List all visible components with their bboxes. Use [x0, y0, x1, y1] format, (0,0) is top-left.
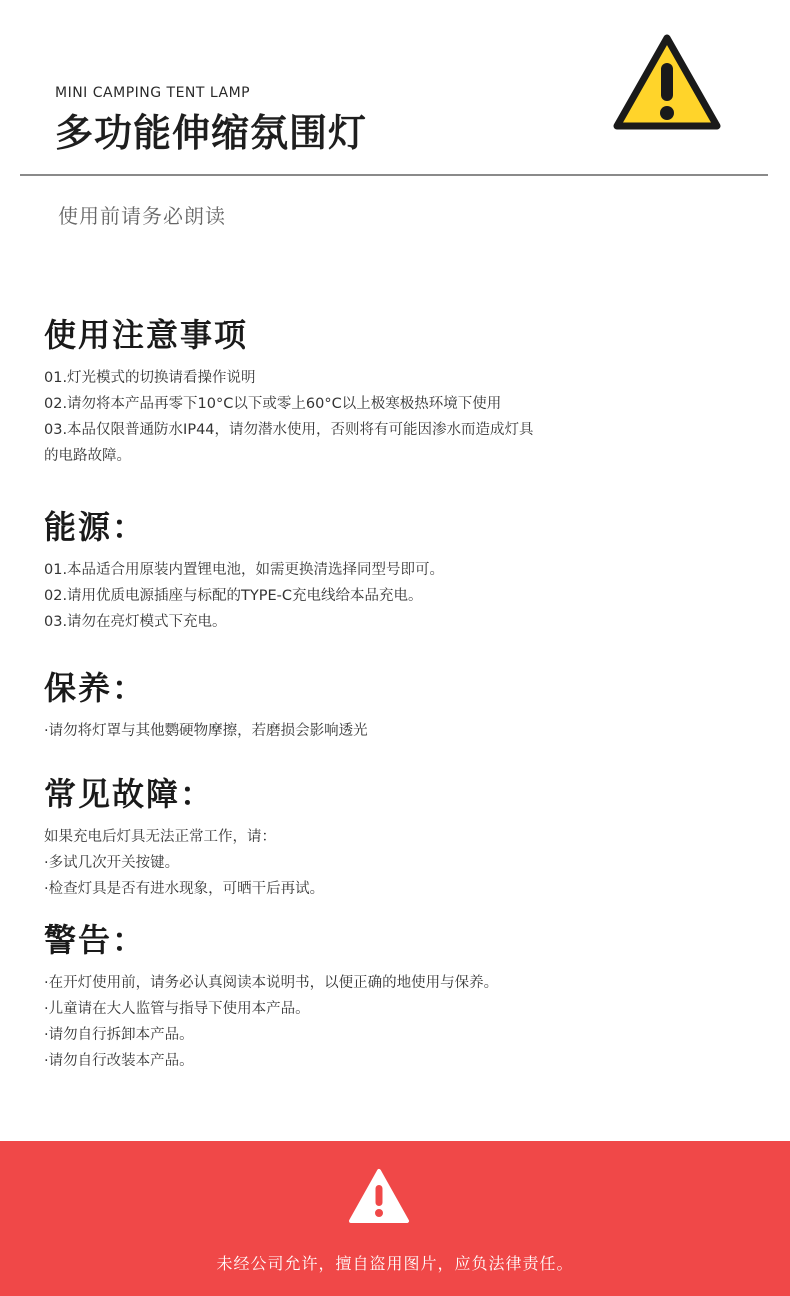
- list-item: ·在开灯使用前，请务必认真阅读本说明书，以便正确的地使用与保养。: [44, 975, 499, 991]
- section-usage-notes: [44, 313, 744, 469]
- list-item: 01.本品适合用原装内置锂电池，如需更换清选择同型号即可。: [44, 562, 445, 578]
- list-item: ·多试几次开关按键。: [44, 855, 180, 871]
- list-item: 02.请勿将本产品再零下10°C以下或零上60°C以上极寒极热环境下使用: [44, 396, 502, 412]
- section-maintenance: [44, 666, 744, 744]
- list-item: ·请勿自行改装本产品。: [44, 1053, 194, 1069]
- list-item: ·检查灯具是否有进水现象，可晒干后再试。: [44, 881, 325, 897]
- section-heading: 警告：: [44, 921, 147, 959]
- list-item: ·请勿将灯罩与其他鹦硬物摩擦，若磨损会影响透光: [44, 723, 368, 739]
- section-power: [44, 505, 744, 635]
- list-item: 02.请用优质电源插座与标配的TYPE-C充电线给本品充电。: [44, 588, 423, 604]
- section-lines: [44, 970, 744, 1074]
- list-item: 01.灯光模式的切换请看操作说明: [44, 370, 256, 386]
- warning-triangle-icon: [348, 1168, 410, 1224]
- section-heading: 能源：: [44, 508, 147, 546]
- section-heading: 保养：: [44, 669, 147, 707]
- header-divider: [20, 174, 768, 176]
- list-item: 的电路故障。: [44, 448, 131, 464]
- page-title: 多功能伸缩氛围灯: [55, 111, 368, 155]
- list-item: 03.请勿在亮灯模式下充电。: [44, 614, 227, 630]
- list-item: ·儿童请在大人监管与指导下使用本产品。: [44, 1001, 310, 1017]
- section-lines: [44, 824, 744, 902]
- subtitle-en: MINI CAMPING TENT LAMP: [55, 85, 251, 101]
- section-heading: 常见故障：: [44, 775, 215, 813]
- list-item: 03.本品仅限普通防水IP44，请勿潜水使用，否则将有可能因渗水而造成灯具: [44, 422, 534, 438]
- section-lines: [44, 718, 744, 744]
- section-lines: [44, 365, 744, 469]
- section-heading: 使用注意事项: [44, 316, 249, 354]
- copyright-notice: 未经公司允许，擅自盗用图片，应负法律责任。: [216, 1254, 574, 1273]
- list-item: ·请勿自行拆卸本产品。: [44, 1027, 194, 1043]
- warning-triangle-icon: [612, 33, 722, 133]
- section-warning: [44, 918, 744, 1074]
- section-troubleshooting: [44, 772, 744, 902]
- list-item: 如果充电后灯具无法正常工作，请：: [44, 829, 276, 845]
- copyright-footer: [0, 1141, 790, 1296]
- section-lines: [44, 557, 744, 635]
- read-note: 使用前请务必朗读: [58, 204, 226, 228]
